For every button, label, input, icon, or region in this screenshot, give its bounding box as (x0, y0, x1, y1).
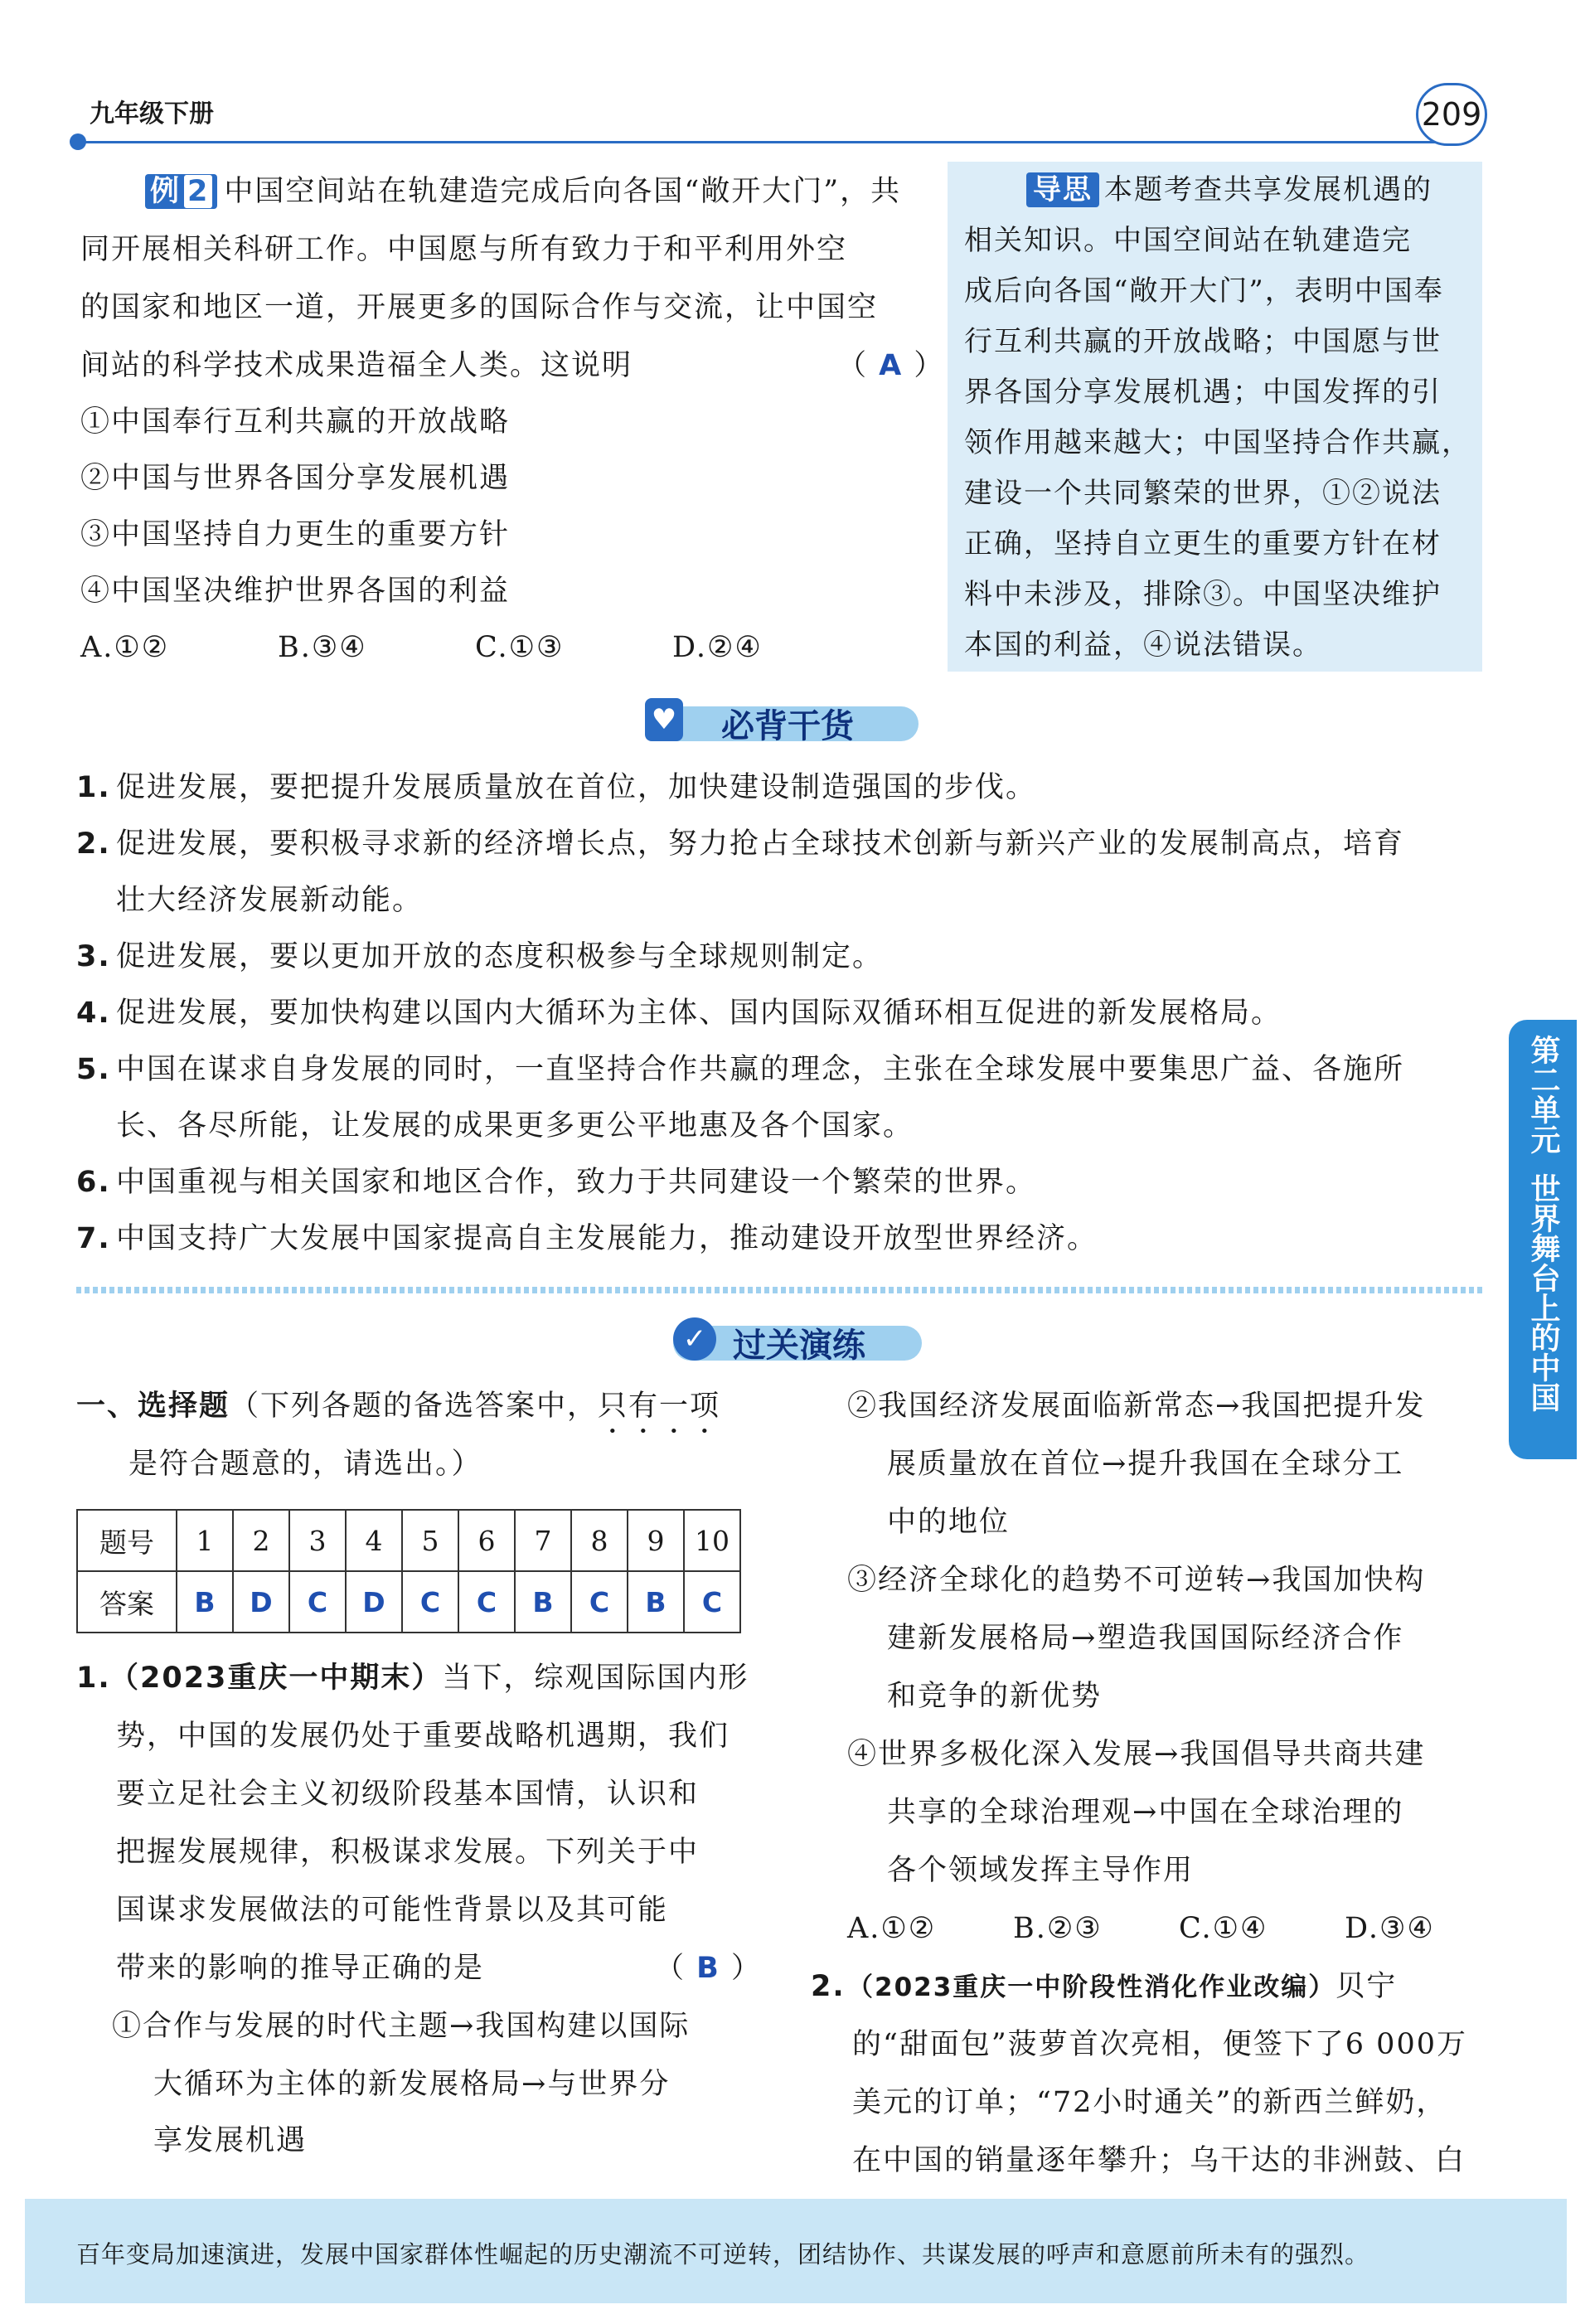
answer-cell: C (402, 1571, 458, 1633)
example-option-1: ①中国奉行互利共赢的开放战略 (80, 405, 511, 439)
q1-option-2-cont2: 中的地位 (887, 1506, 1011, 1539)
q2-line-3: 美元的订单；“72小时通关”的新西兰鲜奶， (852, 2086, 1447, 2119)
question-number: 7 (515, 1510, 571, 1571)
unit-side-tab (1509, 1020, 1577, 1459)
q1-answer: （ B ） (655, 1952, 762, 1985)
question-number: 6 (458, 1510, 515, 1571)
answer-cell: C (684, 1571, 740, 1633)
book-volume-title: 九年级下册 (90, 99, 214, 129)
question-number: 1 (177, 1510, 233, 1571)
q1-line-1: 1.（2023重庆一中期末）当下，综观国际国内形 (76, 1662, 749, 1695)
header-rule (76, 141, 1436, 143)
notebook-icon: ♥ (645, 698, 683, 741)
guide-badge: 导思 (1026, 172, 1099, 207)
q1-option-3: ③经济全球化的趋势不可逆转→我国加快构 (847, 1564, 1426, 1597)
example-line-4: 间站的科学技术成果造福全人类。这说明 (80, 349, 633, 382)
question-number: 3 (289, 1510, 346, 1571)
must-know-title: 必背干货 (721, 707, 854, 745)
example-line-3: 的国家和地区一道，开展更多的国际合作与交流，让中国空 (80, 291, 879, 324)
q2-line-2: 的“甜面包”菠萝首次亮相，便签下了6 000万 (852, 2028, 1467, 2061)
practice-banner (673, 1314, 922, 1366)
table-answer-label: 答案 (77, 1571, 177, 1633)
q1-option-4-cont: 共享的全球治理观→中国在全球治理的 (887, 1796, 1404, 1829)
answer-cell: B (515, 1571, 571, 1633)
question-number: 10 (684, 1510, 740, 1571)
q1-option-2-cont: 展质量放在首位→提升我国在全球分工 (887, 1448, 1404, 1481)
guide-line-7: 建设一个共同繁荣的世界，①②说法 (964, 477, 1442, 510)
q1-choice-a: A.①② (847, 1912, 937, 1945)
must-know-item-5: 5. 中国在谋求自身发展的同时，一直坚持合作共赢的理念，主张在全球发展中要集思广益、各施所 (76, 1053, 1405, 1086)
example-choice-a: A.①② (80, 631, 170, 664)
q1-choice-c: C.①④ (1179, 1912, 1268, 1945)
q1-option-1-cont2: 享发展机遇 (153, 2124, 308, 2157)
example-choice-c: C.①③ (475, 631, 565, 664)
q1-choice-b: B.②③ (1013, 1912, 1103, 1945)
example-option-4: ④中国坚决维护世界各国的利益 (80, 575, 511, 608)
side-tab-unit: 第二单元 (1526, 1035, 1560, 1154)
check-icon: ✓ (673, 1317, 716, 1361)
table-header-label: 题号 (77, 1510, 177, 1571)
question-number: 9 (628, 1510, 684, 1571)
must-know-item-3: 3. 促进发展，要以更加开放的态度积极参与全球规则制定。 (76, 940, 884, 973)
answer-cell: C (289, 1571, 346, 1633)
answer-cell: B (177, 1571, 233, 1633)
q1-option-4-cont2: 各个领域发挥主导作用 (887, 1854, 1195, 1887)
must-know-item-6: 6. 中国重视与相关国家和地区合作，致力于共同建设一个繁荣的世界。 (76, 1166, 1037, 1199)
guide-line-3: 成后向各国“敞开大门”，表明中国奉 (964, 274, 1444, 308)
q1-line-6: 带来的影响的推导正确的是 (116, 1952, 485, 1985)
must-know-item-5-cont: 长、各尽所能，让发展的成果更多更公平地惠及各个国家。 (116, 1109, 914, 1143)
section-note-cont: 是符合题意的，请选出。） (128, 1448, 482, 1481)
guide-line-6: 领作用越来越大；中国坚持合作共赢， (964, 426, 1471, 459)
must-know-item-2-cont: 壮大经济发展新动能。 (116, 884, 424, 917)
answer-cell: D (346, 1571, 402, 1633)
q2-line-4: 在中国的销量逐年攀升；乌干达的非洲鼓、白 (852, 2144, 1466, 2177)
table-row-numbers (77, 1510, 740, 1571)
guide-line-4: 行互利共赢的开放战略；中国愿与世 (964, 325, 1442, 358)
q1-choice-d: D.③④ (1345, 1912, 1435, 1945)
footer-quote: 百年变局加速演进，发展中国家群体性崛起的历史潮流不可逆转，团结协作、共谋发展的呼声和意愿前所未有的强烈。 (76, 2240, 1370, 2268)
example-answer: （ A ） (837, 349, 945, 382)
question-number: 2 (233, 1510, 289, 1571)
side-tab-title: 世界舞台上的中国 (1526, 1173, 1560, 1412)
q1-option-3-cont2: 和竞争的新优势 (887, 1680, 1103, 1713)
q1-line-2: 势，中国的发展仍处于重要战略机遇期，我们 (116, 1720, 730, 1753)
example-option-2: ②中国与世界各国分享发展机遇 (80, 462, 511, 495)
example-line-1: 例 2 中国空间站在轨建造完成后向各国“敞开大门”，共 (145, 172, 901, 211)
q1-line-5: 国谋求发展做法的可能性背景以及其可能 (116, 1894, 669, 1927)
header-dot (70, 133, 86, 150)
q1-option-1: ①合作与发展的时代主题→我国构建以国际 (112, 2010, 691, 2043)
must-know-item-4: 4. 促进发展，要加快构建以国内大循环为主体、国内国际双循环相互促进的新发展格局。 (76, 997, 1282, 1030)
guide-line-8: 正确，坚持自立更生的重要方针在材 (964, 527, 1442, 560)
guide-line-9: 料中未涉及，排除③。中国坚决维护 (964, 578, 1442, 611)
guide-line-5: 界各国分享发展机遇；中国发挥的引 (964, 376, 1442, 409)
question-number: 4 (346, 1510, 402, 1571)
q1-line-4: 把握发展规律，积极谋求发展。下列关于中 (116, 1836, 700, 1869)
answer-cell: B (628, 1571, 684, 1633)
page-number: 209 (1416, 83, 1487, 146)
example-line-2: 同开展相关科研工作。中国愿与所有致力于和平利用外空 (80, 233, 848, 266)
practice-title: 过关演练 (733, 1327, 865, 1365)
answer-table (76, 1509, 741, 1633)
q2-line-1: 2.（2023重庆一中阶段性消化作业改编）贝宁 (811, 1970, 1398, 2003)
q1-option-3-cont: 建新发展格局→塑造我国国际经济合作 (887, 1622, 1404, 1655)
example-choice-d: D.②④ (672, 631, 763, 664)
answer-cell: C (571, 1571, 628, 1633)
section-heading: 一、选择题（下列各题的备选答案中，只有一项 (76, 1390, 721, 1423)
example-choice-b: B.③④ (278, 631, 367, 664)
question-number: 5 (402, 1510, 458, 1571)
must-know-item-2: 2. 促进发展，要积极寻求新的经济增长点，努力抢占全球技术创新与新兴产业的发展制高点，培育 (76, 827, 1405, 861)
must-know-item-7: 7. 中国支持广大发展中国家提高自主发展能力，推动建设开放型世界经济。 (76, 1222, 1098, 1255)
section-divider (76, 1287, 1486, 1293)
guide-line-1: 导思 本题考查共享发展机遇的 (1026, 170, 1432, 210)
example-option-3: ③中国坚持自力更生的重要方针 (80, 518, 511, 551)
guide-line-2: 相关知识。中国空间站在轨建造完 (964, 224, 1412, 257)
example-badge: 例 2 (145, 174, 217, 209)
must-know-item-1: 1. 促进发展，要把提升发展质量放在首位，加快建设制造强国的步伐。 (76, 771, 1037, 804)
q1-line-3: 要立足社会主义初级阶段基本国情，认识和 (116, 1778, 700, 1811)
answer-cell: D (233, 1571, 289, 1633)
q1-option-4: ④世界多极化深入发展→我国倡导共商共建 (847, 1738, 1426, 1771)
q1-option-2: ②我国经济发展面临新常态→我国把提升发 (847, 1390, 1426, 1423)
guide-line-10: 本国的利益，④说法错误。 (964, 628, 1322, 662)
q1-option-1-cont: 大循环为主体的新发展格局→与世界分 (153, 2068, 671, 2101)
must-know-banner (645, 695, 919, 746)
question-number: 8 (571, 1510, 628, 1571)
answer-cell: C (458, 1571, 515, 1633)
table-row-answers (77, 1571, 740, 1633)
